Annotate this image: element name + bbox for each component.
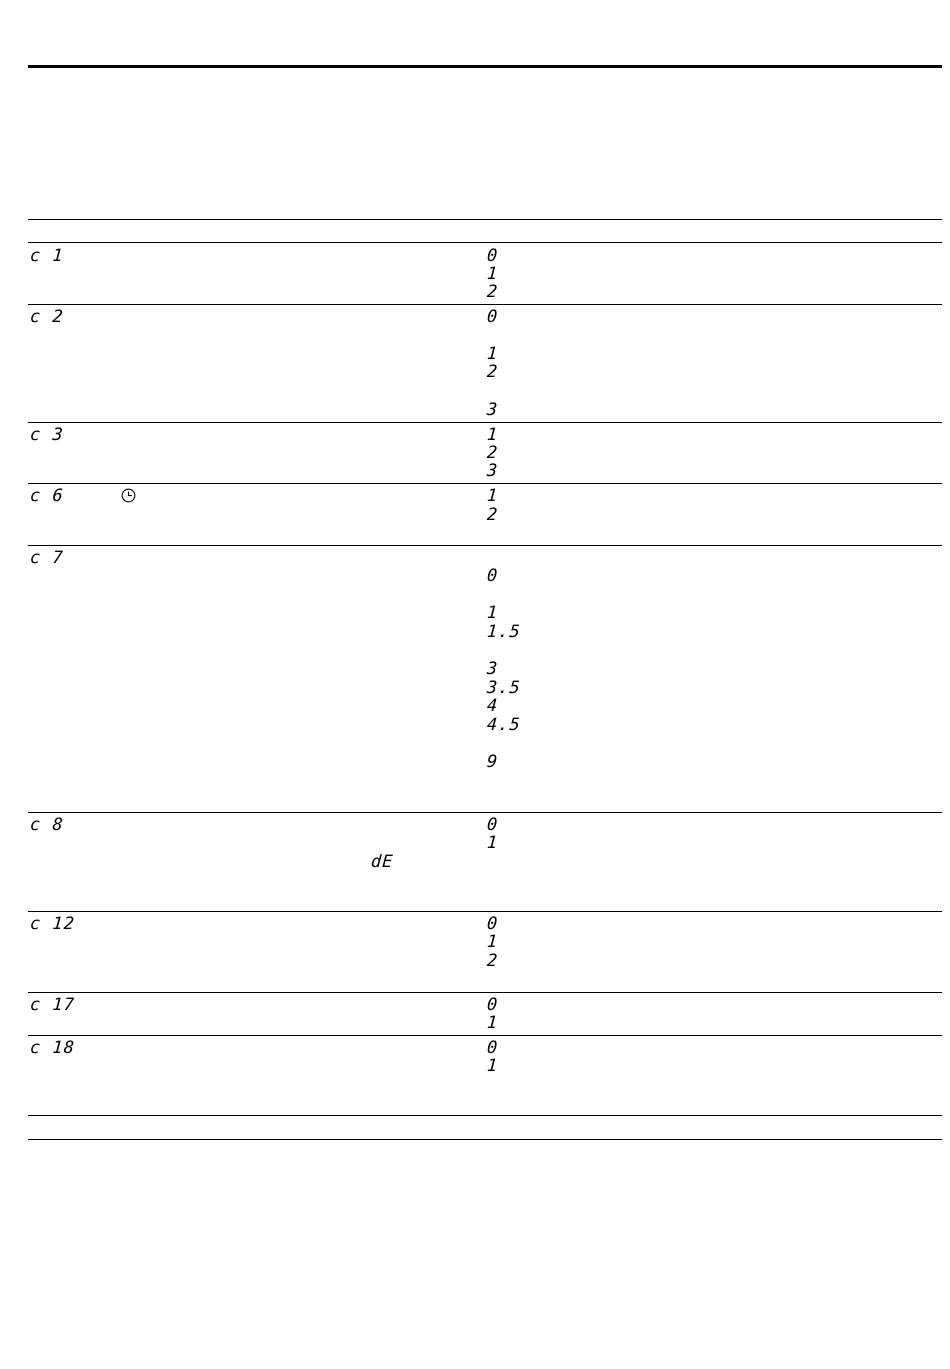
setting-code: c 1 <box>29 246 65 266</box>
setting-value: 2 <box>486 951 499 971</box>
table-bottom-line <box>28 1139 942 1140</box>
setting-code: c 7 <box>29 548 65 568</box>
setting-value: 1 <box>486 833 499 853</box>
setting-value: 1 <box>486 425 499 445</box>
setting-value: 1 <box>486 1056 499 1076</box>
setting-code: c 8 <box>29 815 65 835</box>
setting-code: c 18 <box>29 1038 76 1058</box>
setting-value: 0 <box>486 1038 499 1058</box>
row-divider <box>28 304 942 305</box>
setting-value: 1 <box>486 603 499 623</box>
setting-value: 2 <box>486 443 499 463</box>
row-divider <box>28 1035 942 1036</box>
setting-value: 0 <box>486 246 499 266</box>
row-divider <box>28 1115 942 1116</box>
setting-code: c 6 <box>29 486 65 506</box>
row-divider <box>28 992 942 993</box>
setting-code: c 3 <box>29 425 65 445</box>
timer-clock-icon <box>121 488 136 503</box>
setting-value: 3.5 <box>486 678 522 698</box>
setting-value: 0 <box>486 566 499 586</box>
table-header-bottom-line <box>28 242 942 243</box>
setting-value: 1 <box>486 264 499 284</box>
setting-value: 2 <box>486 362 499 382</box>
setting-value: 3 <box>486 400 499 420</box>
row-divider <box>28 911 942 912</box>
table-header-top-line <box>28 219 942 220</box>
row-divider <box>28 422 942 423</box>
setting-value: 3 <box>486 461 499 481</box>
setting-code: c 17 <box>29 995 76 1015</box>
setting-value: 3 <box>486 659 499 679</box>
setting-value: 0 <box>486 995 499 1015</box>
setting-value: 4 <box>486 696 499 716</box>
setting-code: c 12 <box>29 914 76 934</box>
setting-value: 1 <box>486 486 499 506</box>
setting-value: 2 <box>486 282 499 302</box>
setting-value: 2 <box>486 505 499 525</box>
setting-value: 9 <box>486 752 499 772</box>
setting-value: 1.5 <box>486 622 522 642</box>
setting-value: 0 <box>486 307 499 327</box>
setting-value: 1 <box>486 932 499 952</box>
row-divider <box>28 545 942 546</box>
header-rule <box>28 65 942 68</box>
setting-value: 1 <box>486 344 499 364</box>
setting-code: c 2 <box>29 307 65 327</box>
setting-value: 1 <box>486 1013 499 1033</box>
setting-value: 0 <box>486 914 499 934</box>
display-symbol-de: dE <box>370 852 395 872</box>
setting-value: 4.5 <box>486 715 522 735</box>
row-divider <box>28 483 942 484</box>
row-divider <box>28 812 942 813</box>
setting-value: 0 <box>486 815 499 835</box>
